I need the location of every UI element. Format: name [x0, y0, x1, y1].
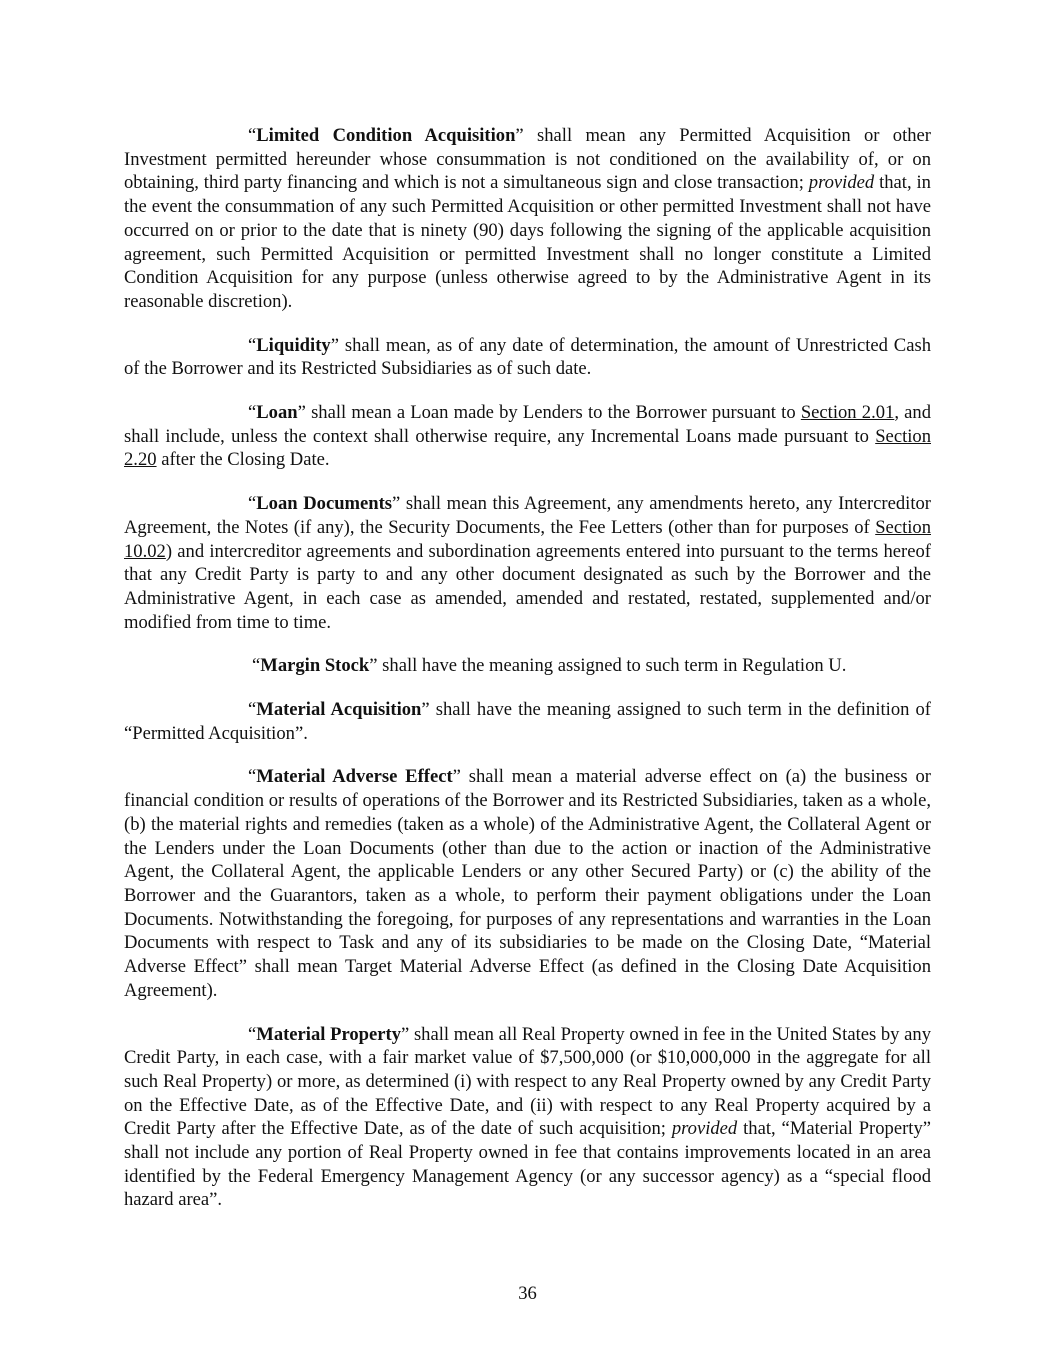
defined-term: Material Property	[256, 1023, 402, 1045]
defined-term: Loan Documents	[256, 493, 393, 515]
definition-text: after the Closing Date.	[156, 449, 330, 471]
definition-text: shall mean, as of any date of determination, the amount of Unrestricted Cash of the Borrower and its Restricted Subsidiaries as of such date.	[124, 334, 931, 380]
italic-provided: provided	[671, 1118, 738, 1140]
defined-term: Liquidity	[256, 334, 331, 356]
definition-text: that, “Material Property” shall not include any portion of Real Property owned in fee that contains improvements located in an area identified by the Federal Emergency Management Agency (or any successor agency) as a “special flood hazard area”.	[124, 1118, 931, 1211]
page-number: 36	[518, 1283, 537, 1304]
definition-text: , and shall include, unless the context shall otherwise require, any Incremental Loans made pursuant to	[124, 402, 931, 447]
italic-provided: provided	[808, 172, 875, 194]
definition-liquidity: “Liquidity” shall mean, as of any date of determination, the amount of Unrestricted Cash of the Borrower and its Restricted Subsidiaries as of such date.	[124, 334, 931, 380]
defined-term: Loan	[256, 402, 298, 424]
definition-text: that, in the event the consummation of any such Permitted Acquisition or other permitted Investment shall not have occurred on or prior to the date that is ninety (90) days following the signing of the applicable acquisition agreement, such Permitted Acquisition or permitted Investment shall no longer constitute a Limited Condition Acquisition for any purpose (unless otherwise agreed to by the Administrative Agent in its reasonable discretion).	[124, 172, 931, 312]
definition-text: shall have the meaning assigned to such term in Regulation U.	[382, 655, 847, 677]
definition-text: shall mean a material adverse effect on (a) the business or financial condition or results of operations of the Borrower and its Restricted Subsidiaries, taken as a whole, (b) the material rights and remedies (taken as a whole) of the Administrative Agent, the Collateral Agent or the Lenders under the Loan Documents (other than due to the action or inaction of the Administrative Agent, the Collateral Agent, the applicable Lenders or any other Secured Party) or (c) the ability of the Borrower and the Guarantors, taken as a whole, to perform their payment obligations under the Loan Documents. Notwithstanding the foregoing, for purposes of any representations and warranties in the Loan Documents with respect to Task and any of its subsidiaries to be made on the Closing Date, “Material Adverse Effect” shall mean Target Material Adverse Effect (as defined in the Closing Date Acquisition Agreement).	[124, 766, 931, 1001]
definitions-section	[124, 124, 931, 1232]
definition-text: shall mean all Real Property owned in fee in the United States by any Credit Party, in each case, with a fair market value of $7,500,000 (or $10,000,000 in the aggregate for all such Real Property) or more, as determined (i) with respect to any Real Property owned by any Credit Party on the Effective Date, as of the Effective Date, and (ii) with respect to any Real Property acquired by a Credit Party after the Effective Date, as of the date of such acquisition;	[124, 1023, 931, 1140]
definition-text: shall have the meaning assigned to such term in the definition of “Permitted Acquisition”.	[124, 699, 931, 744]
definition-text: shall mean this Agreement, any amendments hereto, any Intercreditor Agreement, the Notes (if any), the Security Documents, the Fee Letters (other than for purposes of	[124, 493, 931, 538]
definition-loan-documents: “Loan Documents” shall mean this Agreement, any amendments hereto, any Intercreditor Agreement, the Notes (if any), the Security Documents, the Fee Letters (other than for purposes of Section 10.02) and intercreditor agreements and subordination agreements entered into pursuant to the terms hereof that any Credit Party is party to and any other document designated as such by the Borrower and the Administrative Agent, in each case as amended, amended and restated, restated, supplemented and/or modified from time to time.	[124, 493, 931, 633]
definition-material-acquisition: “Material Acquisition” shall have the meaning assigned to such term in the definition of “Permitted Acquisition”.	[124, 699, 931, 744]
definition-text: ) and intercreditor agreements and subordination agreements entered into pursuant to the terms hereof that any Credit Party is party to and any other document designated as such by the Borrower and the Administrative Agent, in each case as amended, amended and restated, restated, supplemented and/or modified from time to time.	[124, 540, 931, 633]
definition-material-property: “Material Property” shall mean all Real Property owned in fee in the United States by any Credit Party, in each case, with a fair market value of $7,500,000 (or $10,000,000 in the aggregate for all such Real Property) or more, as determined (i) with respect to any Real Property owned by any Credit Party on the Effective Date, as of the Effective Date, and (ii) with respect to any Real Property acquired by a Credit Party after the Effective Date, as of the date of such acquisition; provided that, “Material Property” shall not include any portion of Real Property owned in fee that contains improvements located in an area identified by the Federal Emergency Management Agency (or any successor agency) as a “special flood hazard area”.	[124, 1023, 931, 1211]
defined-term: Material Adverse Effect	[256, 766, 453, 788]
definition-material-adverse-effect: “Material Adverse Effect” shall mean a material adverse effect on (a) the business or financial condition or results of operations of the Borrower and its Restricted Subsidiaries, taken as a whole, (b) the material rights and remedies (taken as a whole) of the Administrative Agent, the Collateral Agent or the Lenders under the Loan Documents (other than due to the action or inaction of the Administrative Agent, the Collateral Agent, the applicable Lenders or any other Secured Party) or (c) the ability of the Borrower and the Guarantors, taken as a whole, to perform their payment obligations under the Loan Documents. Notwithstanding the foregoing, for purposes of any representations and warranties in the Loan Documents with respect to Task and any of its subsidiaries to be made on the Closing Date, “Material Adverse Effect” shall mean Target Material Adverse Effect (as defined in the Closing Date Acquisition Agreement).	[124, 766, 931, 1001]
section-reference-link[interactable]: Section 2.01	[800, 402, 895, 424]
definition-loan: “Loan” shall mean a Loan made by Lenders to the Borrower pursuant to Section 2.01, and shall include, unless the context shall otherwise require, any Incremental Loans made pursuant to Section 2.20 after the Closing Date.	[124, 402, 931, 471]
definition-text: shall mean a Loan made by Lenders to the Borrower pursuant to	[311, 402, 801, 424]
definition-limited-condition-acquisition: “Limited Condition Acquisition” shall mean any Permitted Acquisition or other Investment permitted hereunder whose consummation is not conditioned on the availability of, or on obtaining, third party financing and which is not a simultaneous sign and close transaction; provided that, in the event the consummation of any such Permitted Acquisition or other permitted Investment shall not have occurred on or prior to the date that is ninety (90) days following the signing of the applicable acquisition agreement, such Permitted Acquisition or permitted Investment shall no longer constitute a Limited Condition Acquisition for any purpose (unless otherwise agreed to by the Administrative Agent in its reasonable discretion).	[124, 125, 931, 312]
definition-margin-stock: “Margin Stock” shall have the meaning assigned to such term in Regulation U.	[252, 655, 847, 677]
defined-term: Limited Condition Acquisition	[256, 125, 516, 146]
defined-term: Material Acquisition	[256, 699, 422, 721]
section-reference-link[interactable]: Section 2.20	[124, 425, 931, 471]
section-reference-link[interactable]: Section 10.02	[124, 516, 931, 562]
defined-term: Margin Stock	[260, 655, 370, 677]
definition-text: shall mean any Permitted Acquisition or other Investment permitted hereunder whose consummation is not conditioned on the availability of, or on obtaining, third party financing and which is not a simultaneous sign and close transaction;	[124, 125, 931, 194]
